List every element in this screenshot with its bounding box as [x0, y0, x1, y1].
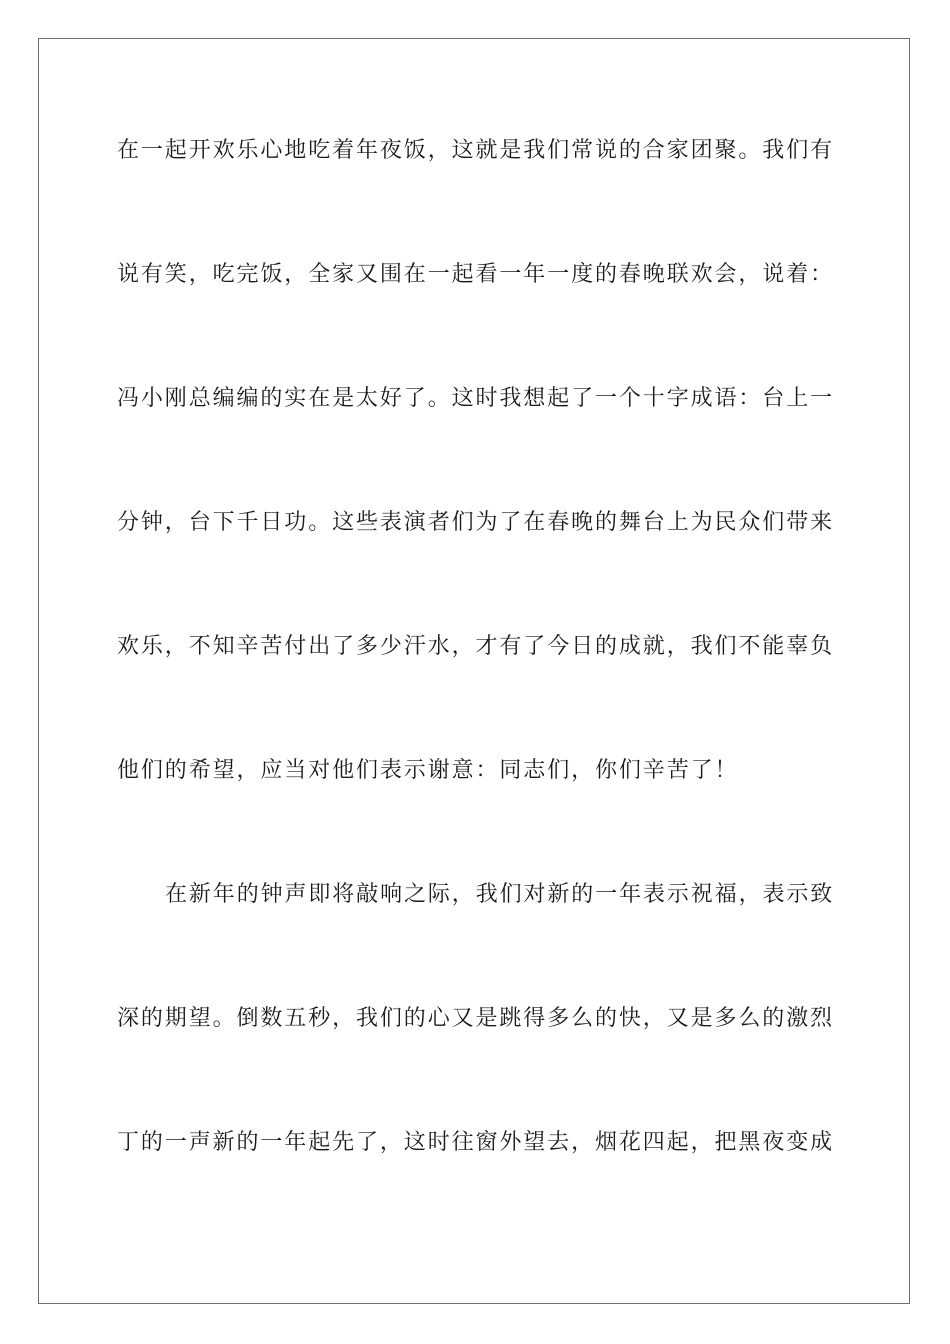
paragraph-line: 分钟，台下千日功。这些表演者们为了在春晚的舞台上为民众们带来 — [117, 510, 835, 535]
paragraph-line: 在一起开欢乐心地吃着年夜饭，这就是我们常说的合家团聚。我们有 — [117, 138, 835, 163]
paragraph-line: 他们的希望，应当对他们表示谢意：同志们，你们辛苦了！ — [117, 758, 739, 783]
paragraph-line: 冯小刚总编编的实在是太好了。这时我想起了一个十字成语：台上一 — [117, 386, 835, 411]
paragraph-line-indented: 在新年的钟声即将敲响之际，我们对新的一年表示祝福，表示致 — [165, 882, 835, 907]
page-border — [38, 38, 910, 1304]
paragraph-line: 丁的一声新的一年起先了，这时往窗外望去，烟花四起，把黑夜变成 — [117, 1130, 835, 1155]
paragraph-line: 说有笑，吃完饭，全家又围在一起看一年一度的春晚联欢会，说着： — [117, 262, 835, 287]
paragraph-line: 欢乐，不知辛苦付出了多少汗水，才有了今日的成就，我们不能辜负 — [117, 634, 835, 659]
paragraph-line: 深的期望。倒数五秒，我们的心又是跳得多么的快，又是多么的激烈 — [117, 1006, 835, 1031]
